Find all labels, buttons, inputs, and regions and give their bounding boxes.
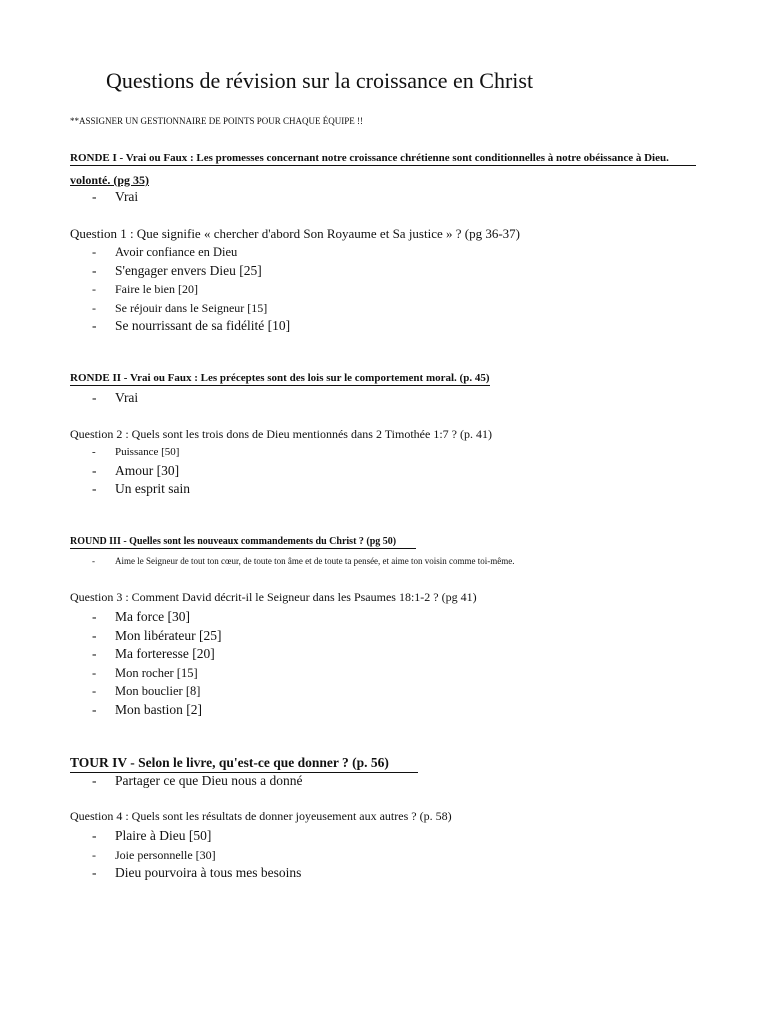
list-item: - Se réjouir dans le Seigneur [15] [92,300,268,315]
question-3-answer-list [92,608,221,719]
round-3-answer-list [92,553,515,569]
list-item: - Partager ce que Dieu nous a donné [92,773,303,788]
list-item: - Puissance [50] [92,446,180,458]
round-1-heading-continuation: volonté. (pg 35) [70,173,149,187]
question-2: Question 2 : Quels sont les trois dons de Dieu mentionnés dans 2 Timothée 1:7 ? (p. 41) [70,427,492,441]
round-4-answer-list [92,772,302,791]
round-2-answer-list [92,389,138,408]
list-item: - S'engager envers Dieu [25] [92,262,262,278]
list-item: - Avoir confiance en Dieu [92,245,238,259]
round-1-answer-list [92,188,138,207]
list-item: - Mon libérateur [25] [92,627,222,643]
question-4-answer-list [92,827,301,883]
question-4: Question 4 : Quels sont les résultats de donner joyeusement aux autres ? (p. 58) [70,809,452,823]
list-item: - Faire le bien [20] [92,282,198,296]
instruction-note: **ASSIGNER UN GESTIONNAIRE DE POINTS POUR CHAQUE ÉQUIPE !! [70,116,363,126]
list-item: - Mon rocher [15] [92,665,198,680]
list-item: - Vrai [92,390,139,405]
question-3: Question 3 : Comment David décrit-il le Seigneur dans les Psaumes 18:1-2 ? (pg 41) [70,590,477,604]
question-2-answer-list [92,443,190,499]
list-item: - Mon bouclier [8] [92,684,201,698]
list-item: - Mon bastion [2] [92,701,202,717]
list-item: - Joie personnelle [30] [92,847,216,862]
list-item: - Dieu pourvoira à tous mes besoins [92,865,302,880]
list-item: - Ma forteresse [20] [92,646,215,661]
list-item: - Plaire à Dieu [50] [92,828,212,843]
list-item: - Vrai [92,189,139,204]
list-item: - Amour [30] [92,462,180,478]
list-item: - Se nourrissant de sa fidélité [10] [92,318,291,333]
round-1-heading: RONDE I - Vrai ou Faux : Les promesses concernant notre croissance chrétienne sont conditionnelles à notre obéissance à Dieu. [70,152,696,166]
round-4-heading: TOUR IV - Selon le livre, qu'est-ce que donner ? (p. 56) [70,755,418,773]
question-1: Question 1 : Que signifie « chercher d'abord Son Royaume et Sa justice » ? (pg 36-37) [70,226,521,241]
list-item: - Ma force [30] [92,609,190,624]
page-title: Questions de révision sur la croissance en Christ [106,68,534,93]
round-3-heading: ROUND III - Quelles sont les nouveaux commandements du Christ ? (pg 50) [70,536,416,549]
round-2-heading: RONDE II - Vrai ou Faux : Les préceptes sont des lois sur le comportement moral. (p. 45) [70,372,490,384]
list-item: - Aime le Seigneur de tout ton cœur, de toute ton âme et de toute ta pensée, et aime ton voisin comme toi-même. [92,556,515,566]
question-1-answer-list [92,243,290,336]
list-item: - Un esprit sain [92,481,190,496]
